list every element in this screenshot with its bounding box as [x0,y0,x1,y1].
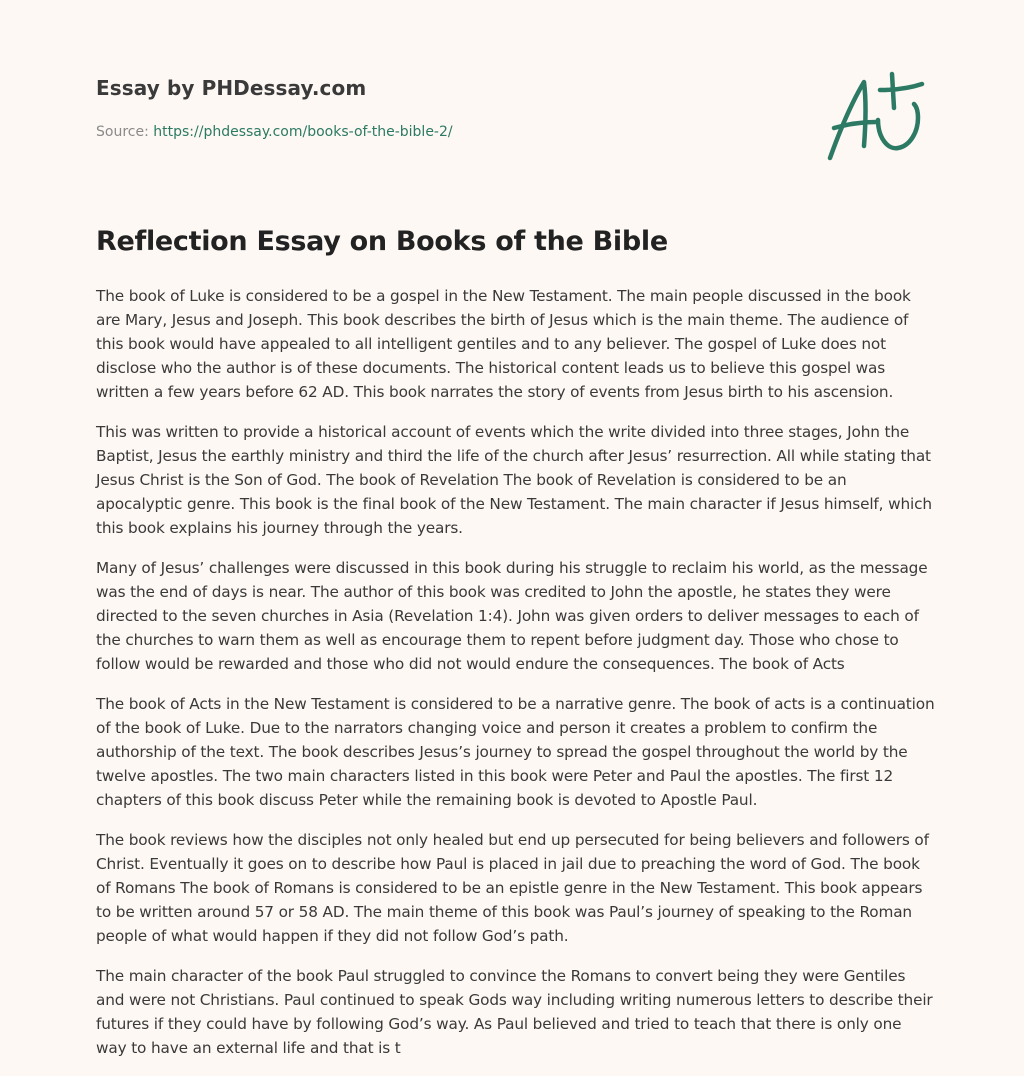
source-label: Source: [96,124,149,140]
site-title: Essay by PHDessay.com [96,76,367,100]
source-line [96,124,453,140]
essay-paragraph: Many of Jesus’ challenges were discussed in this book during his struggle to reclaim his world, as the message was the end of days is near. The author of this book was credited to John the apostle, he states they were directed to the seven churches in Asia (Revelation 1:4). John was given orders to deliver messages to each of the churches to warn them as well as encourage them to repent before judgment day. Those who chose to follow would be rewarded and those who did not would endure the consequences. The book of Acts [96,559,928,673]
essay-body [96,284,936,1076]
essay-paragraph: The main character of the book Paul struggled to convince the Romans to convert being they were Gentiles and were not Christians. Paul continued to speak Gods way including writing numerous letters to describe their futures if they could have by following God’s way. As Paul believed and tried to teach that there is only one way to have an external life and that is t [96,967,933,1057]
a-plus-logo-icon [822,68,930,166]
essay-paragraph: The book reviews how the disciples not only healed but end up persecuted for being believers and followers of Christ. Eventually it goes on to describe how Paul is placed in jail due to preaching the word of God. The book of Romans The book of Romans is considered to be an epistle genre in the New Testament. This book appears to be written around 57 or 58 AD. The main theme of this book was Paul’s journey of speaking to the Roman people of what would happen if they did not follow God’s path. [96,831,929,945]
essay-paragraph: The book of Acts in the New Testament is considered to be a narrative genre. The book of acts is a continuation of the book of Luke. Due to the narrators changing voice and person it creates a problem to confirm the authorship of the text. The book describes Jesus’s journey to spread the gospel throughout the world by the twelve apostles. The two main characters listed in this book were Peter and Paul the apostles. The first 12 chapters of this book discuss Peter while the remaining book is devoted to Apostle Paul. [96,695,935,809]
essay-paragraph: The book of Luke is considered to be a gospel in the New Testament. The main people discussed in the book are Mary, Jesus and Joseph. This book describes the birth of Jesus which is the main theme. The audience of this book would have appealed to all intelligent gentiles and to any believer. The gospel of Luke does not disclose who the author is of these documents. The historical content leads us to believe this gospel was written a few years before 62 AD. This book narrates the story of events from Jesus birth to his ascension. [96,287,911,401]
essay-paragraph: This was written to provide a historical account of events which the write divided into three stages, John the Baptist, Jesus the earthly ministry and third the life of the church after Jesus’ resurrection. All while stating that Jesus Christ is the Son of God. The book of Revelation The book of Revelation is considered to be an apocalyptic genre. This book is the final book of the New Testament. The main character if Jesus himself, which this book explains his journey through the years. [96,423,932,537]
essay-title: Reflection Essay on Books of the Bible [96,226,668,257]
source-link[interactable]: https://phdessay.com/books-of-the-bible-2/ [153,124,453,140]
